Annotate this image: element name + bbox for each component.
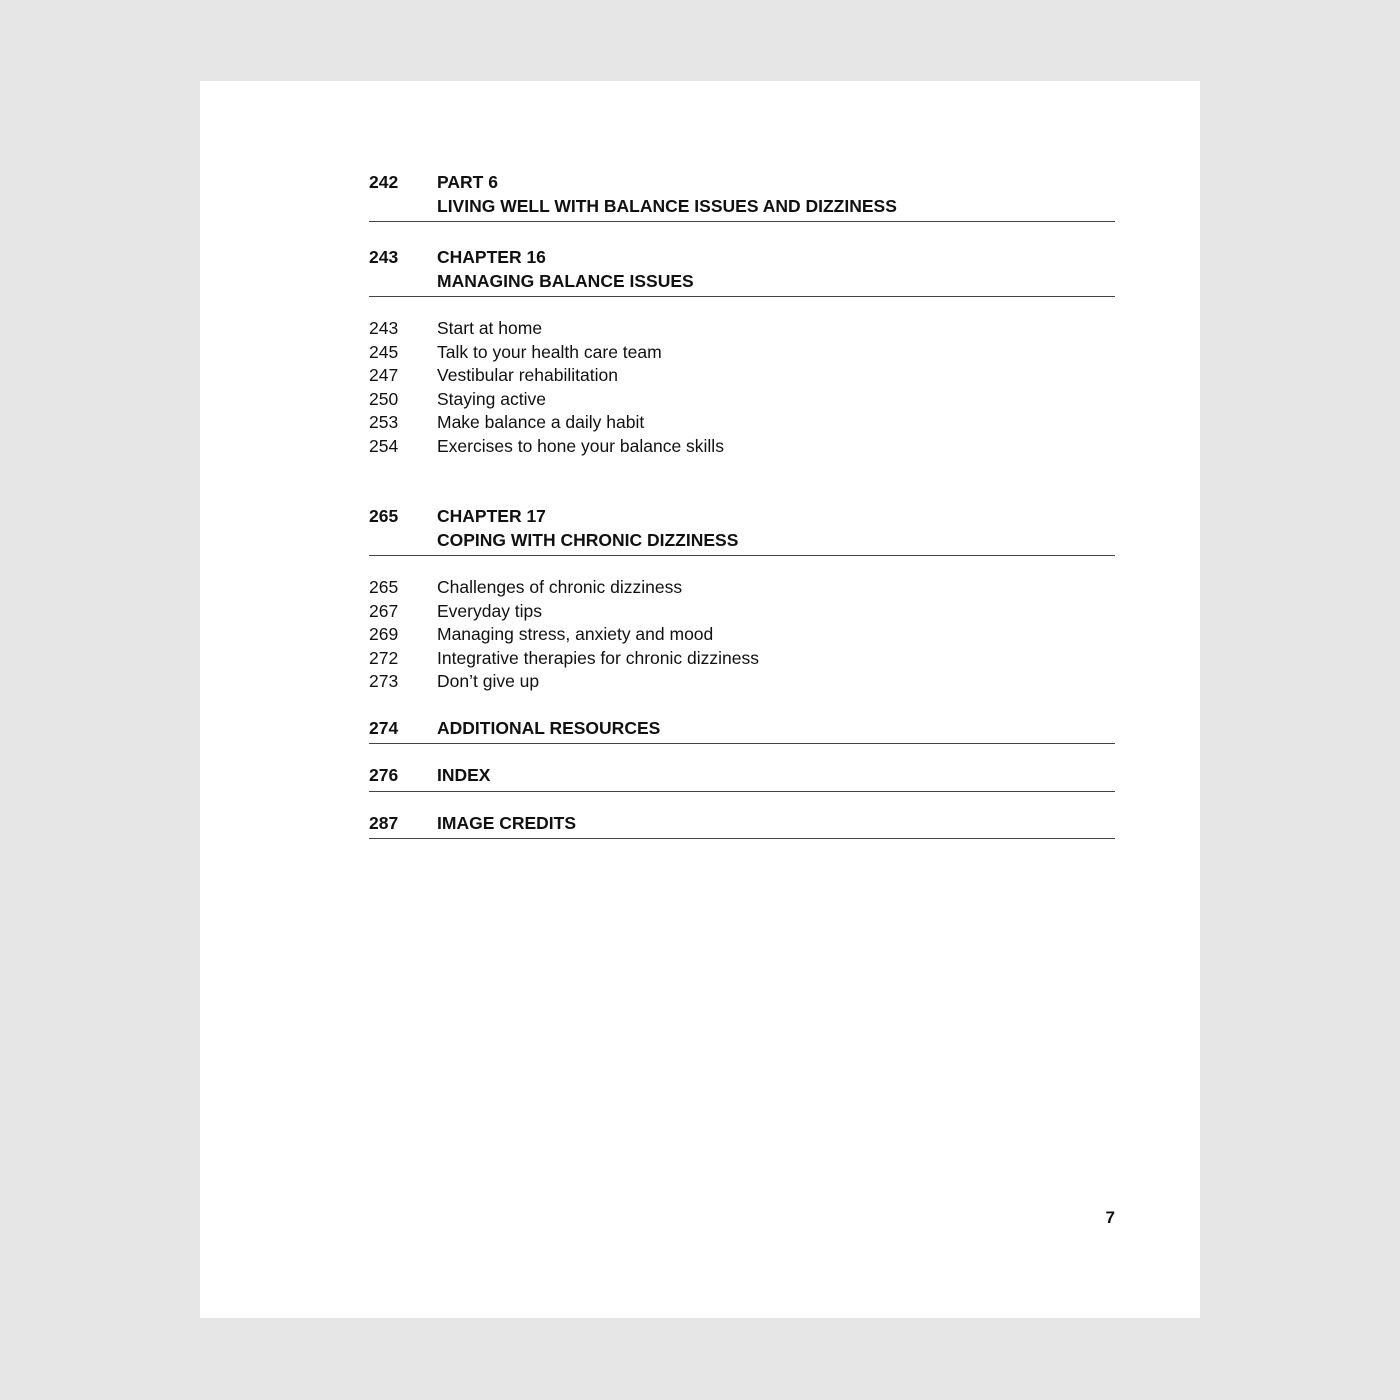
toc-entry-title: Everyday tips: [437, 600, 543, 621]
toc-page-number: 245: [369, 341, 399, 362]
toc-heading-label: PART 6: [437, 172, 498, 192]
toc-entry: [369, 600, 1115, 624]
toc-entry-title: Staying active: [437, 388, 546, 409]
toc-entry: [369, 341, 1115, 365]
toc-entry: [369, 364, 1115, 388]
toc-chapter-17: [369, 505, 1115, 556]
toc-chapter-16: [369, 246, 1115, 297]
toc-additional-resources: [369, 717, 1115, 745]
toc-heading-label: CHAPTER 17: [437, 506, 546, 526]
toc-heading-row: [369, 764, 1115, 788]
toc-image-credits: [369, 812, 1115, 840]
toc-entry-title: Talk to your health care team: [437, 341, 662, 362]
toc-entry: [369, 623, 1115, 647]
toc-page-number: 287: [369, 812, 399, 833]
toc-entry: [369, 435, 1115, 459]
toc-part-6: [369, 171, 1115, 222]
toc-entry-title: Vestibular rehabilitation: [437, 365, 618, 385]
toc-entry: [369, 317, 1115, 341]
toc-page-number: 250: [369, 388, 399, 409]
toc-page-number: 254: [369, 435, 399, 456]
toc-heading-row: [369, 195, 1115, 219]
toc-page-number: 265: [369, 577, 399, 597]
toc-heading-row: [369, 505, 1115, 529]
toc-heading-title: COPING WITH CHRONIC DIZZINESS: [437, 529, 739, 550]
toc-page-number: 273: [369, 671, 399, 691]
toc-page-number: 274: [369, 717, 399, 738]
toc-page-number: 243: [369, 318, 399, 338]
toc-heading-row: [369, 246, 1115, 270]
toc-entry: [369, 670, 1115, 694]
book-page: [200, 81, 1200, 1318]
toc-page-number: 247: [369, 365, 399, 385]
toc-heading-row: [369, 717, 1115, 741]
table-of-contents: [369, 171, 1115, 839]
toc-entry-title: Managing stress, anxiety and mood: [437, 624, 714, 644]
toc-page-number: 243: [369, 247, 399, 267]
toc-entry-title: Start at home: [437, 318, 543, 338]
toc-entry-title: Make balance a daily habit: [437, 412, 645, 432]
toc-heading-row: [369, 171, 1115, 195]
toc-entry: [369, 388, 1115, 412]
toc-chapter-16-entries: [369, 317, 1115, 458]
toc-entry: [369, 576, 1115, 600]
toc-page-number: 272: [369, 647, 399, 668]
toc-entry-title: Don’t give up: [437, 671, 540, 691]
toc-entry-title: Integrative therapies for chronic dizziness: [437, 647, 759, 668]
toc-heading-title: IMAGE CREDITS: [437, 812, 577, 833]
toc-page-number: 267: [369, 600, 399, 621]
toc-index: [369, 764, 1115, 792]
toc-heading-row: [369, 529, 1115, 553]
toc-entry-title: Exercises to hone your balance skills: [437, 435, 724, 456]
toc-page-number: 265: [369, 506, 399, 526]
toc-heading-title: MANAGING BALANCE ISSUES: [437, 270, 694, 291]
toc-heading-title: INDEX: [437, 765, 491, 785]
toc-heading-row: [369, 270, 1115, 294]
toc-page-number: 276: [369, 765, 399, 785]
toc-page-number: 253: [369, 412, 399, 432]
toc-page-number: 269: [369, 624, 399, 644]
toc-page-number: 242: [369, 172, 399, 192]
page-number: 7: [1105, 1208, 1115, 1227]
toc-heading-title: LIVING WELL WITH BALANCE ISSUES AND DIZZINESS: [437, 195, 897, 216]
toc-entry: [369, 411, 1115, 435]
toc-entry: [369, 647, 1115, 671]
toc-entry-title: Challenges of chronic dizziness: [437, 577, 683, 597]
toc-chapter-17-entries: [369, 576, 1115, 694]
toc-heading-title: ADDITIONAL RESOURCES: [437, 717, 661, 738]
toc-heading-label: CHAPTER 16: [437, 247, 546, 267]
toc-heading-row: [369, 812, 1115, 836]
